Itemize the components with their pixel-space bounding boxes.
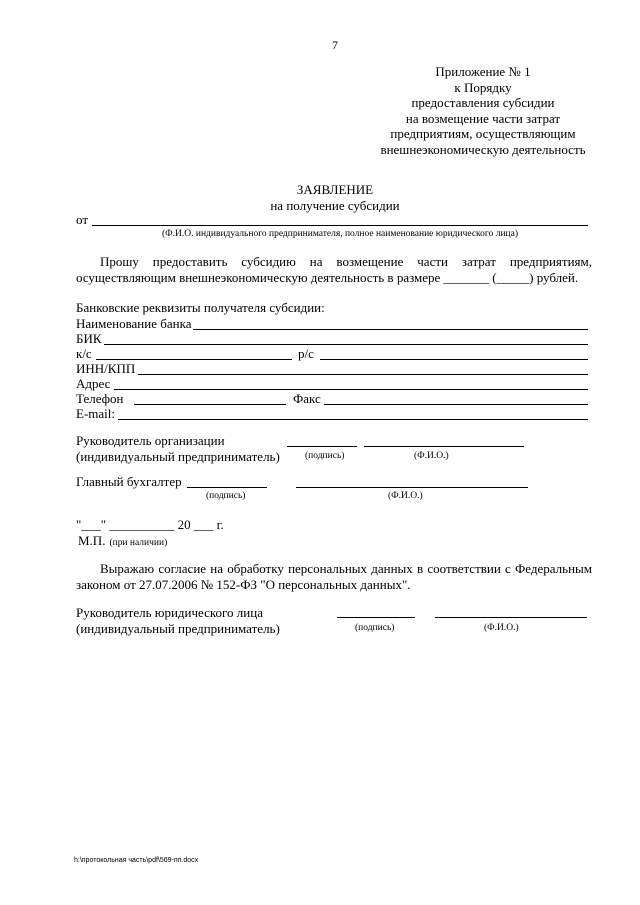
ks-field[interactable] (96, 359, 292, 360)
from-label: от (76, 212, 89, 227)
legal-head-label-1: Руководитель юридического лица (76, 605, 263, 620)
document-title: ЗАЯВЛЕНИЕ (296, 182, 374, 197)
address-label: Адрес (76, 376, 111, 391)
legal-head-label-2: (индивидуальный предприниматель) (76, 621, 280, 636)
accountant-name-field[interactable] (296, 487, 528, 488)
appendix-line: на возмещение части затрат (405, 110, 561, 126)
phone-label: Телефон (76, 391, 124, 406)
bik-field[interactable] (104, 344, 588, 345)
appendix-line: предоставления субсидии (411, 95, 555, 110)
accountant-sign-hint: (подпись) (206, 491, 246, 501)
email-field[interactable] (118, 419, 588, 420)
rs-label: р/с (298, 346, 314, 361)
head-name-hint: (Ф.И.О.) (414, 451, 449, 461)
appendix-line: внешнеэкономическую деятельность (380, 141, 586, 157)
fax-label: Факс (293, 391, 321, 406)
head-sign-field[interactable] (287, 446, 357, 447)
footer-file-path: h:\протокольная часть\pdf\569-пп.docx (74, 857, 199, 864)
accountant-label: Главный бухгалтер (76, 474, 182, 489)
legal-head-sign-hint: (подпись) (355, 623, 395, 633)
consent-line-1: Выражаю согласие на обработку персональных данных в соответствии с Федеральным (100, 561, 592, 576)
request-line-1: Прошу предоставить субсидию на возмещение части затрат предприятиям, (100, 254, 592, 269)
email-label: E-mail: (76, 406, 115, 421)
head-label-1: Руководитель организации (76, 433, 225, 448)
appendix-line: к Порядку (454, 79, 512, 95)
request-line-2: осуществляющим внешнеэкономическую деятельность в размере _______ (_____) рублей. (76, 270, 579, 285)
phone-field[interactable] (134, 404, 286, 405)
accountant-sign-field[interactable] (187, 487, 267, 488)
fax-field[interactable] (324, 404, 588, 405)
head-label-2: (индивидуальный предприниматель) (76, 449, 280, 464)
stamp-block (78, 532, 167, 550)
date-line: "___" __________ 20 ___ г. (76, 517, 224, 532)
bank-name-label: Наименование банка (76, 316, 192, 331)
from-field[interactable] (92, 225, 588, 226)
bik-label: БИК (76, 331, 102, 346)
stamp-note: (при наличии) (109, 538, 168, 548)
ks-label: к/с (76, 346, 92, 361)
legal-head-name-hint: (Ф.И.О.) (484, 623, 519, 633)
bank-heading: Банковские реквизиты получателя субсидии: (76, 300, 325, 315)
head-name-field[interactable] (364, 446, 524, 447)
appendix-line: Приложение № 1 (435, 64, 531, 79)
legal-head-name-field[interactable] (435, 617, 587, 618)
page-number: 7 (332, 38, 338, 52)
bank-name-field[interactable] (193, 329, 588, 330)
accountant-name-hint: (Ф.И.О.) (388, 491, 423, 501)
document-subtitle: на получение субсидии (270, 198, 400, 213)
legal-head-sign-field[interactable] (337, 617, 415, 618)
rs-field[interactable] (320, 359, 588, 360)
appendix-line: предприятиям, осуществляющим (390, 126, 576, 141)
from-hint: (Ф.И.О. индивидуального предпринимателя, полное наименование юридического лица) (161, 229, 518, 239)
consent-line-2: законом от 27.07.2006 № 152-ФЗ "О персональных данных". (76, 577, 411, 592)
stamp-label: М.П. (78, 533, 106, 548)
address-field[interactable] (114, 389, 588, 390)
inn-field[interactable] (138, 374, 588, 375)
appendix-block (372, 64, 594, 157)
head-sign-hint: (подпись) (305, 451, 345, 461)
inn-label: ИНН/КПП (76, 361, 136, 376)
